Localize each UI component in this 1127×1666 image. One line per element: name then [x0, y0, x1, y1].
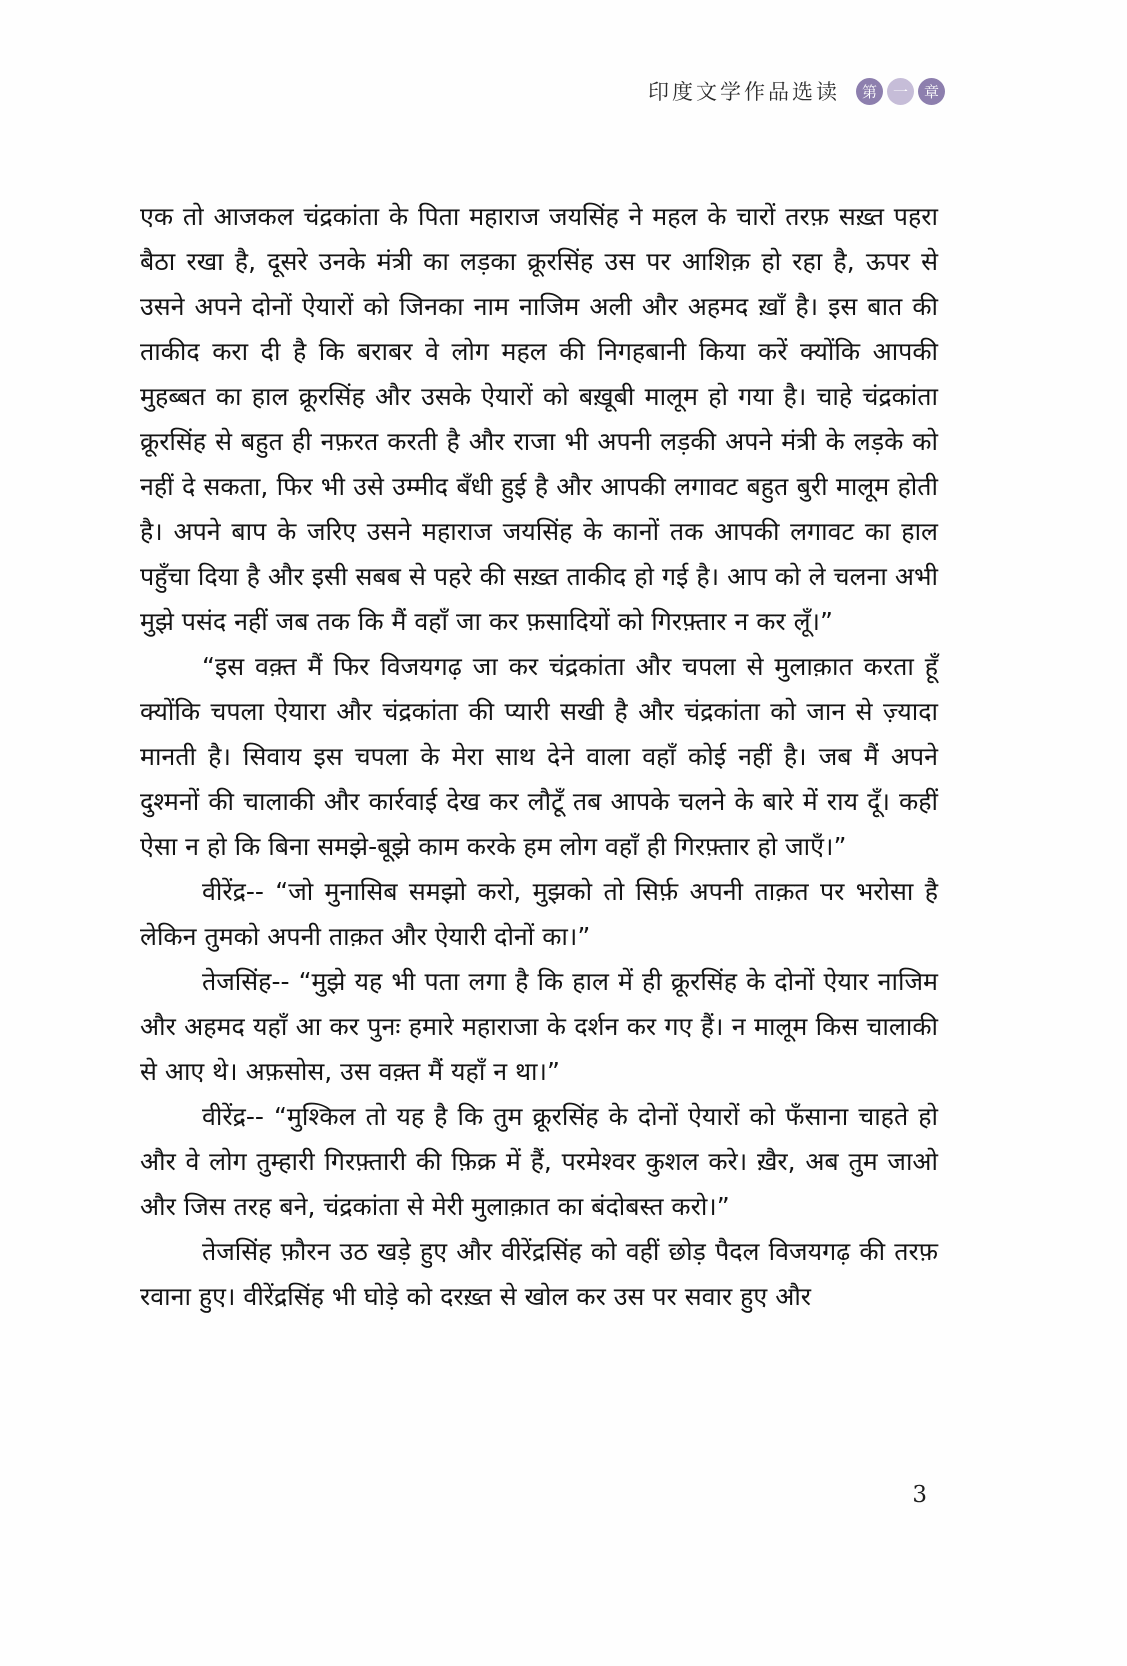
body-text: [140, 194, 938, 1319]
chapter-badge-char-icon: 第: [856, 78, 883, 105]
paragraph: एक तो आजकल चंद्रकांता के पिता महाराज जयसिंह ने महल के चारों तरफ़ सख़्त पहरा बैठा रखा है, दूसरे उनके मंत्री का लड़का क्रूरसिंह उस पर आशिक़ हो रहा है, ऊपर से उसने अपने दोनों ऐयारों को जिनका नाम नाजिम अली और अहमद ख़ाँ है। इस बात की ताकीद करा दी है कि बराबर वे लोग महल की निगहबानी किया करें क्योंकि आपकी मुहब्बत का हाल क्रूरसिंह और उसके ऐयारों को बख़ूबी मालूम हो गया है। चाहे चंद्रकांता क्रूरसिंह से बहुत ही नफ़रत करती है और राजा भी अपनी लड़की अपने मंत्री के लड़के को नहीं दे सकता, फिर भी उसे उम्मीद बँधी हुई है और आपकी लगावट बहुत बुरी मालूम होती है। अपने बाप के जरिए उसने महाराज जयसिंह के कानों तक आपकी लगावट का हाल पहुँचा दिया है और इसी सबब से पहरे की सख़्त ताकीद हो गई है। आप को ले चलना अभी मुझे पसंद नहीं जब तक कि मैं वहाँ जा कर फ़सादियों को गिरफ़्तार न कर लूँ।”: [140, 202, 938, 636]
paragraph: वीरेंद्र-- “जो मुनासिब समझो करो, मुझको तो सिर्फ़ अपनी ताक़त पर भरोसा है लेकिन तुमको अपनी ताक़त और ऐयारी दोनों का।”: [140, 877, 938, 951]
page-number: 3: [912, 1482, 927, 1508]
chapter-badge: [856, 78, 945, 105]
paragraph: तेजसिंह फ़ौरन उठ खड़े हुए और वीरेंद्रसिंह को वहीं छोड़ पैदल विजयगढ़ की तरफ़ रवाना हुए। वीरेंद्रसिंह भी घोड़े को दरख़्त से खोल कर उस पर सवार हुए और: [140, 1237, 938, 1311]
chapter-badge-char-icon: 一: [887, 78, 914, 105]
book-title: 印度文学作品选读: [648, 80, 840, 104]
paragraph: तेजसिंह-- “मुझे यह भी पता लगा है कि हाल में ही क्रूरसिंह के दोनों ऐयार नाजिम और अहमद यहाँ आ कर पुनः हमारे महाराजा के दर्शन कर गए हैं। न मालूम किस चालाकी से आए थे। अफ़सोस, उस वक़्त मैं यहाँ न था।”: [140, 967, 938, 1086]
chapter-badge-char-icon: 章: [918, 78, 945, 105]
page-header: [648, 76, 945, 106]
paragraph: “इस वक़्त मैं फिर विजयगढ़ जा कर चंद्रकांता और चपला से मुलाक़ात करता हूँ क्योंकि चपला ऐयारा और चंद्रकांता की प्यारी सखी है और चंद्रकांता को जान से ज़्यादा मानती है। सिवाय इस चपला के मेरा साथ देने वाला वहाँ कोई नहीं है। जब मैं अपने दुश्मनों की चालाकी और कार्रवाई देख कर लौटूँ तब आपके चलने के बारे में राय दूँ। कहीं ऐसा न हो कि बिना समझे-बूझे काम करके हम लोग वहाँ ही गिरफ़्तार हो जाएँ।”: [140, 652, 938, 861]
paragraph: वीरेंद्र-- “मुश्किल तो यह है कि तुम क्रूरसिंह के दोनों ऐयारों को फँसाना चाहते हो और वे लोग तुम्हारी गिरफ़्तारी की फ़िक्र में हैं, परमेश्वर कुशल करे। ख़ैर, अब तुम जाओ और जिस तरह बने, चंद्रकांता से मेरी मुलाक़ात का बंदोबस्त करो।”: [140, 1102, 938, 1221]
